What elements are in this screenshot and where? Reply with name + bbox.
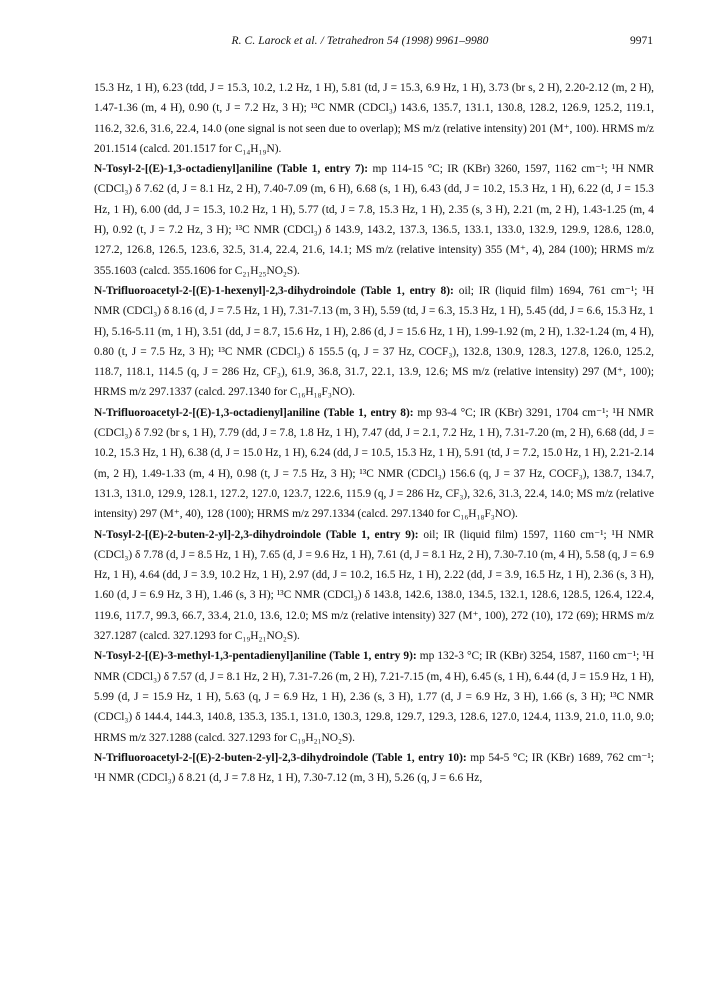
compound-data: mp 114-15 °C; IR (KBr) 3260, 1597, 1162 cm⁻¹; ¹H NMR (CDCl₃) δ 7.62 (d, J = 8.1 Hz, 2 H), 7.40-7.09 (m, 6 H), 6.68 (s, 1 H), 6.43 (dd, J = 10.2, 15.3 Hz, 1 H), 6.22 (d, J = 15.3 Hz, 1 H), 6.00 (dd, J = 15.3, 10.2 Hz, 1 H), 5.77 (td, J = 7.8, 15.3 Hz, 1 H), 2.35 (s, 3 H), 2.21 (m, 2 H), 1.43-1.25 (m, 4 H), 0.92 (t, J = 7.2 Hz, 3 H); ¹³C NMR (CDCl₃) δ 143.9, 143.2, 137.3, 136.5, 133.1, 133.0, 132.9, 129.9, 128.6, 128.0, 127.2, 126.8, 126.5, 123.6, 32.5, 31.4, 22.4, 21.6, 14.1; MS m/z (relative intensity) 355 (M⁺, 4), 284 (100); HRMS m/z 355.1603 (calcd. 355.1606 for C₂₁H₂₅NO₂S).	[94, 163, 654, 277]
compound-entry-continued	[94, 78, 654, 159]
compound-entry	[94, 403, 654, 525]
compound-entry	[94, 646, 654, 747]
compound-entry	[94, 525, 654, 647]
compound-title: N-Trifluoroacetyl-2-[(E)-1,3-octadienyl]aniline (Table 1, entry 8):	[94, 406, 414, 419]
compound-title: N-Trifluoroacetyl-2-[(E)-1-hexenyl]-2,3-dihydroindole (Table 1, entry 8):	[94, 284, 454, 297]
compound-data: oil; IR (liquid film) 1597, 1160 cm⁻¹; ¹H NMR (CDCl₃) δ 7.78 (d, J = 8.5 Hz, 1 H), 7.65 (d, J = 9.6 Hz, 1 H), 7.61 (d, J = 8.1 Hz, 2 H), 7.30-7.10 (m, 4 H), 5.58 (q, J = 6.9 Hz, 1 H), 4.64 (dd, J = 3.9, 10.2 Hz, 1 H), 2.97 (dd, J = 10.2, 16.5 Hz, 1 H), 2.22 (dd, J = 3.9, 16.5 Hz, 1 H), 2.36 (s, 3 H), 1.60 (d, J = 6.9 Hz, 3 H), 1.46 (s, 3 H); ¹³C NMR (CDCl₃) δ 143.8, 142.6, 138.0, 134.5, 132.1, 128.6, 128.5, 126.4, 122.4, 119.6, 117.7, 99.3, 66.7, 33.4, 21.0, 13.6, 12.0; MS m/z (relative intensity) 327 (M⁺, 100), 272 (10), 172 (69); HRMS m/z 327.1287 (calcd. 327.1293 for C₁₉H₂₁NO₂S).	[94, 528, 654, 643]
compound-data: oil; IR (liquid film) 1694, 761 cm⁻¹; ¹H NMR (CDCl₃) δ 8.16 (d, J = 7.5 Hz, 1 H), 7.31-7.13 (m, 3 H), 5.59 (td, J = 6.3, 15.3 Hz, 1 H), 5.45 (dd, J = 6.6, 15.3 Hz, 1 H), 5.16-5.11 (m, 1 H), 3.51 (dd, J = 8.7, 15.6 Hz, 1 H), 2.86 (d, J = 15.6 Hz, 1 H), 1.99-1.92 (m, 2 H), 1.32-1.24 (m, 4 H), 0.80 (t, J = 7.5 Hz, 3 H); ¹³C NMR (CDCl₃) δ 155.5 (q, J = 37 Hz, COCF₃), 132.8, 130.9, 128.3, 127.8, 126.0, 125.2, 118.7, 118.1, 114.5 (q, J = 286 Hz, CF₃), 61.9, 36.8, 31.7, 22.1, 13.9, 12.6; MS m/z (relative intensity) 297 (M⁺, 100); HRMS m/z 297.1337 (calcd. 297.1340 for C₁₆H₁₈F₃NO).	[94, 284, 654, 399]
compound-entry	[94, 748, 654, 789]
compound-data: mp 132-3 °C; IR (KBr) 3254, 1587, 1160 cm⁻¹; ¹H NMR (CDCl₃) δ 7.57 (d, J = 8.1 Hz, 2 H), 7.31-7.26 (m, 2 H), 7.21-7.15 (m, 4 H), 6.45 (s, 1 H), 6.44 (d, J = 15.9 Hz, 1 H), 5.99 (d, J = 15.9 Hz, 1 H), 5.63 (q, J = 6.9 Hz, 1 H), 2.36 (s, 3 H), 1.77 (d, J = 6.9 Hz, 3 H), 1.66 (s, 3 H); ¹³C NMR (CDCl₃) δ 144.4, 144.3, 140.8, 135.3, 135.1, 131.0, 130.3, 129.8, 129.7, 129.3, 128.6, 127.0, 124.4, 113.9, 21.0, 11.0, 9.0; HRMS m/z 327.1288 (calcd. 327.1293 for C₁₉H₂₁NO₂S).	[94, 650, 654, 744]
compound-title: N-Tosyl-2-[(E)-2-buten-2-yl]-2,3-dihydroindole (Table 1, entry 9):	[94, 528, 419, 541]
compound-data: 15.3 Hz, 1 H), 6.23 (tdd, J = 15.3, 10.2, 1.2 Hz, 1 H), 5.81 (td, J = 15.3, 6.9 Hz, 1 H), 3.73 (br s, 2 H), 2.20-2.12 (m, 2 H), 1.47-1.36 (m, 4 H), 0.90 (t, J = 7.2 Hz, 3 H); ¹³C NMR (CDCl₃) 143.6, 135.7, 131.1, 130.8, 128.2, 126.9, 125.2, 119.1, 116.2, 32.6, 31.6, 22.4, 14.0 (one signal is not seen due to overlap); MS m/z (relative intensity) 201 (M⁺, 100). HRMS m/z 201.1514 (calcd. 201.1517 for C₁₄H₁₉N).	[94, 82, 654, 155]
running-header	[0, 35, 720, 53]
compound-data: mp 54-5 °C; IR (KBr) 1689, 762 cm⁻¹; ¹H NMR (CDCl₃) δ 8.21 (d, J = 7.8 Hz, 1 H), 7.30-7.12 (m, 3 H), 5.26 (q, J = 6.6 Hz,	[94, 751, 654, 785]
compound-title: N-Tosyl-2-[(E)-1,3-octadienyl]aniline (Table 1, entry 7):	[94, 163, 369, 176]
running-head: R. C. Larock et al. / Tetrahedron 54 (1998) 9961–9980	[231, 35, 489, 47]
compound-data: mp 93-4 °C; IR (KBr) 3291, 1704 cm⁻¹; ¹H NMR (CDCl₃) δ 7.92 (br s, 1 H), 7.79 (dd, J = 7.8, 1.8 Hz, 1 H), 7.47 (dd, J = 2.1, 7.2 Hz, 1 H), 7.31-7.20 (m, 2 H), 6.68 (dd, J = 10.2, 15.3 Hz, 1 H), 6.38 (d, J = 15.0 Hz, 1 H), 6.24 (dd, J = 10.5, 15.3 Hz, 1 H), 5.91 (td, J = 7.2, 15.0 Hz, 1 H), 2.21-2.14 (m, 2 H), 1.49-1.33 (m, 4 H), 0.98 (t, J = 7.5 Hz, 3 H); ¹³C NMR (CDCl₃) 156.6 (q, J = 37 Hz, COCF₃), 138.7, 134.7, 131.3, 131.0, 129.9, 128.1, 127.2, 127.0, 123.7, 122.6, 115.9 (q, J = 286 Hz, CF₃), 32.6, 31.3, 22.4, 14.0; MS m/z (relative intensity) 297 (M⁺, 40), 128 (100); HRMS m/z 297.1334 (calcd. 297.1340 for C₁₆H₁₈F₃NO).	[94, 406, 654, 521]
page-number: 9971	[630, 35, 653, 47]
page-body	[94, 78, 654, 788]
compound-entry	[94, 281, 654, 403]
compound-title: N-Trifluoroacetyl-2-[(E)-2-buten-2-yl]-2,3-dihydroindole (Table 1, entry 10):	[94, 751, 467, 764]
compound-entry	[94, 159, 654, 281]
compound-title: N-Tosyl-2-[(E)-3-methyl-1,3-pentadienyl]aniline (Table 1, entry 9):	[94, 650, 417, 663]
